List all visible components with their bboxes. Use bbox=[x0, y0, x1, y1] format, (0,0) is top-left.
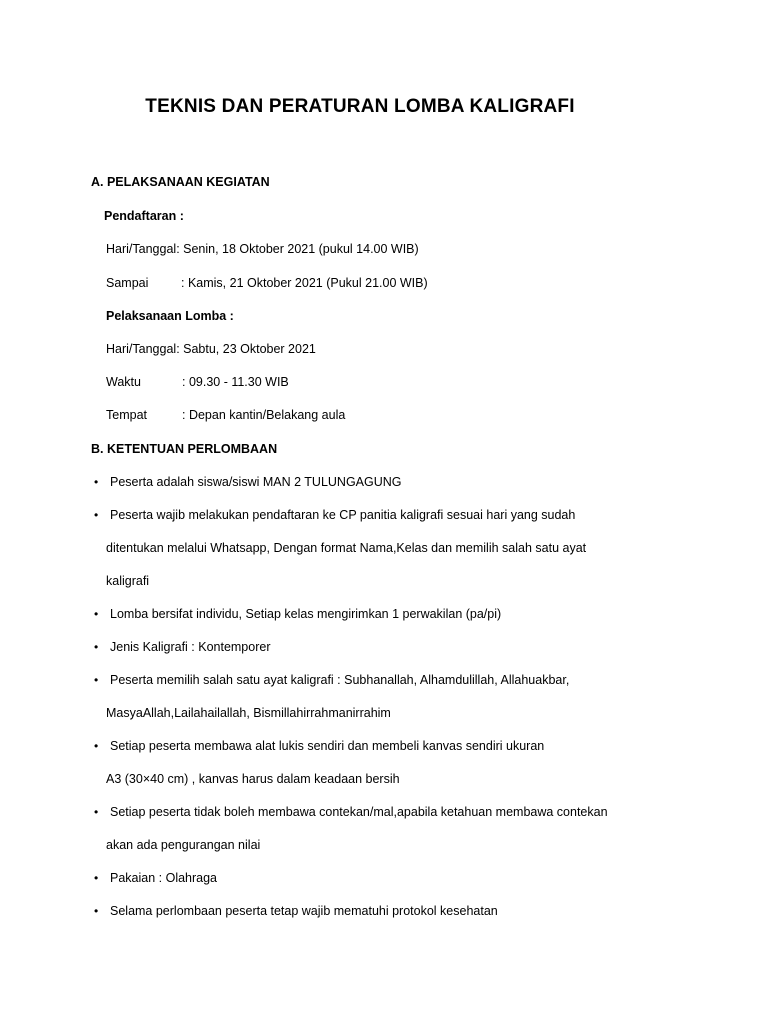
rule-item: Setiap peserta tidak boleh membawa contekan/mal,apabila ketahuan membawa contekan bbox=[110, 805, 608, 819]
rule-item-continuation: MasyaAllah,Lailahailallah, Bismillahirrahmanirrahim bbox=[106, 706, 391, 720]
registration-heading: Pendaftaran : bbox=[104, 209, 184, 223]
rule-item: Lomba bersifat individu, Setiap kelas mengirimkan 1 perwakilan (pa/pi) bbox=[110, 607, 502, 621]
bullet-icon: • bbox=[94, 871, 99, 885]
bullet-icon: • bbox=[94, 673, 99, 687]
rule-item: Pakaian : Olahraga bbox=[110, 871, 218, 885]
rule-item-continuation: ditentukan melalui Whatsapp, Dengan format Nama,Kelas dan memilih salah satu ayat bbox=[106, 541, 587, 555]
document-title: TEKNIS DAN PERATURAN LOMBA KALIGRAFI bbox=[145, 96, 575, 117]
bullet-icon: • bbox=[94, 607, 99, 621]
bullet-icon: • bbox=[94, 904, 99, 918]
rule-item: Peserta wajib melakukan pendaftaran ke CP panitia kaligrafi sesuai hari yang sudah bbox=[110, 508, 576, 522]
bullet-icon: • bbox=[94, 475, 99, 489]
rule-item: Peserta memilih salah satu ayat kaligrafi : Subhanallah, Alhamdulillah, Allahuakbar, bbox=[110, 673, 570, 687]
bullet-icon: • bbox=[94, 640, 99, 654]
rule-item: Setiap peserta membawa alat lukis sendiri dan membeli kanvas sendiri ukuran bbox=[110, 739, 545, 753]
competition-time-label: Waktu bbox=[106, 375, 141, 389]
section-a-heading: A. PELAKSANAAN KEGIATAN bbox=[91, 175, 270, 189]
rule-item: Jenis Kaligrafi : Kontemporer bbox=[110, 640, 271, 654]
registration-date-label: Hari/Tanggal bbox=[106, 242, 177, 256]
competition-place-row bbox=[106, 407, 345, 423]
competition-place-label: Tempat bbox=[106, 408, 147, 422]
bullet-icon: • bbox=[94, 805, 99, 819]
registration-until-value: : Kamis, 21 Oktober 2021 (Pukul 21.00 WIB) bbox=[181, 276, 428, 290]
rule-item-continuation: A3 (30×40 cm) , kanvas harus dalam keadaan bersih bbox=[106, 772, 400, 786]
registration-until-row bbox=[106, 275, 428, 291]
rule-item-continuation: kaligrafi bbox=[106, 574, 150, 588]
rule-item-continuation: akan ada pengurangan nilai bbox=[106, 838, 261, 852]
competition-date-row bbox=[106, 341, 316, 357]
bullet-icon: • bbox=[94, 739, 99, 753]
section-b-heading: B. KETENTUAN PERLOMBAAN bbox=[91, 442, 278, 456]
competition-time-row bbox=[106, 374, 289, 390]
rule-item: Selama perlombaan peserta tetap wajib mematuhi protokol kesehatan bbox=[110, 904, 498, 918]
competition-date-label: Hari/Tanggal bbox=[106, 342, 177, 356]
registration-until-label: Sampai bbox=[106, 276, 149, 290]
registration-date-value: : Senin, 18 Oktober 2021 (pukul 14.00 WIB) bbox=[176, 242, 419, 256]
competition-time-value: : 09.30 - 11.30 WIB bbox=[182, 375, 289, 389]
competition-heading: Pelaksanaan Lomba : bbox=[106, 309, 234, 323]
bullet-icon: • bbox=[94, 508, 99, 522]
competition-date-value: : Sabtu, 23 Oktober 2021 bbox=[176, 342, 316, 356]
rule-item: Peserta adalah siswa/siswi MAN 2 TULUNGAGUNG bbox=[110, 475, 402, 489]
competition-place-value: : Depan kantin/Belakang aula bbox=[182, 408, 346, 422]
registration-date-row bbox=[106, 241, 419, 257]
